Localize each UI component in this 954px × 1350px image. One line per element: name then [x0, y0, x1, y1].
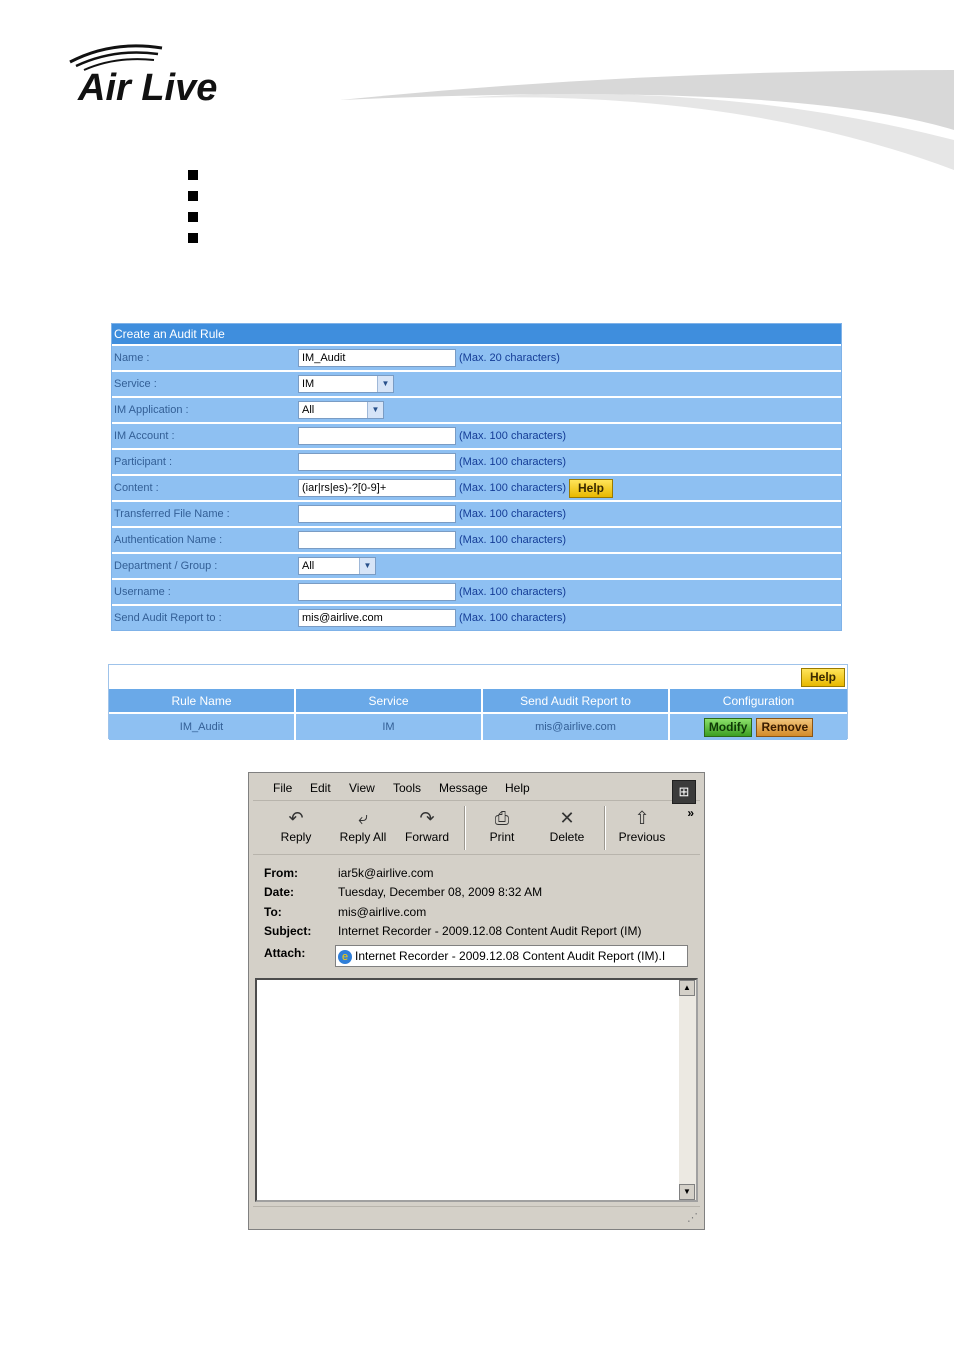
rule-list-panel	[108, 664, 848, 739]
modify-button[interactable]: Modify	[704, 718, 753, 737]
menu-edit[interactable]: Edit	[310, 781, 331, 795]
content-help-button[interactable]: Help	[569, 479, 613, 498]
forward-icon: ↷	[419, 808, 435, 828]
subject-row: Subject: Internet Recorder - 2009.12.08 Content Audit Report (IM)	[264, 924, 642, 938]
previous-icon: ⇧	[634, 808, 650, 828]
username-hint: (Max. 100 characters)	[459, 586, 566, 598]
attachment-field[interactable]	[335, 945, 688, 967]
menu-view[interactable]: View	[349, 781, 375, 795]
bullet-list	[188, 170, 198, 254]
row-service: IM	[295, 713, 482, 740]
im-account-label: IM Account :	[112, 424, 294, 450]
send-report-hint: (Max. 100 characters)	[459, 612, 566, 624]
reply-all-button[interactable]: ⤶ Reply All	[333, 806, 393, 844]
username-label: Username :	[112, 580, 294, 606]
chevron-down-icon: ▼	[377, 376, 393, 392]
table-row	[109, 713, 847, 740]
rule-list-table	[109, 689, 847, 740]
date-row: Date: Tuesday, December 08, 2009 8:32 AM	[264, 885, 543, 899]
name-hint: (Max. 20 characters)	[459, 352, 560, 364]
vertical-scrollbar[interactable]	[679, 980, 696, 1200]
from-row: From: iar5k@airlive.com	[264, 866, 434, 880]
participant-input[interactable]	[298, 453, 456, 471]
scroll-down-icon[interactable]: ▼	[679, 1184, 695, 1200]
print-button[interactable]: ⎙ Print	[477, 806, 527, 844]
username-input[interactable]	[298, 583, 456, 601]
delete-button[interactable]: ✕ Delete	[541, 806, 593, 844]
reply-all-icon: ⤶	[357, 808, 369, 828]
im-account-hint: (Max. 100 characters)	[459, 430, 566, 442]
transferred-file-hint: (Max. 100 characters)	[459, 508, 566, 520]
row-configuration	[669, 713, 847, 740]
list-help-button[interactable]: Help	[801, 668, 845, 687]
delete-icon: ✕	[559, 808, 575, 828]
mail-window	[248, 772, 705, 1230]
ie-document-icon: e	[338, 950, 352, 964]
windows-flag-icon: ⊞	[672, 780, 696, 804]
chevron-down-icon: ▼	[367, 402, 383, 418]
reply-button[interactable]: ↶ Reply	[271, 806, 321, 844]
remove-button[interactable]: Remove	[756, 718, 813, 737]
date-value: Tuesday, December 08, 2009 8:32 AM	[338, 885, 543, 899]
resize-grip-icon[interactable]: ⋰	[687, 1212, 698, 1224]
message-body[interactable]	[255, 978, 698, 1202]
audit-rule-form	[111, 323, 842, 631]
attachment-name: Internet Recorder - 2009.12.08 Content Audit Report (IM).I	[355, 949, 666, 963]
attach-row: Attach:	[264, 946, 306, 960]
name-input[interactable]: IM_Audit	[298, 349, 456, 367]
status-bar	[253, 1206, 700, 1226]
toolbar-more-icon[interactable]: »	[687, 806, 694, 820]
menu-help[interactable]: Help	[505, 781, 530, 795]
col-service: Service	[295, 689, 482, 713]
im-application-label: IM Application :	[112, 398, 294, 424]
transferred-file-input[interactable]	[298, 505, 456, 523]
scroll-up-icon[interactable]: ▲	[679, 980, 695, 996]
forward-button[interactable]: ↷ Forward	[399, 806, 455, 844]
chevron-down-icon: ▼	[359, 558, 375, 574]
menu-file[interactable]: File	[273, 781, 293, 795]
airlive-logo	[62, 40, 292, 110]
transferred-file-label: Transferred File Name :	[112, 502, 294, 528]
menu-message[interactable]: Message	[439, 781, 488, 795]
col-send-report: Send Audit Report to	[482, 689, 669, 713]
menu-tools[interactable]: Tools	[393, 781, 422, 795]
reply-icon: ↶	[288, 808, 304, 828]
previous-button[interactable]: ⇧ Previous	[613, 806, 671, 844]
im-application-select[interactable]: All ▼	[298, 401, 384, 419]
name-label: Name :	[112, 346, 294, 372]
header-swoosh	[340, 60, 954, 180]
participant-label: Participant :	[112, 450, 294, 476]
menu-bar	[253, 776, 700, 801]
print-icon: ⎙	[494, 808, 510, 828]
authentication-name-input[interactable]	[298, 531, 456, 549]
to-row: To: mis@airlive.com	[264, 905, 427, 919]
content-hint: (Max. 100 characters)	[459, 482, 566, 494]
row-rule-name: IM_Audit	[109, 713, 295, 740]
mail-toolbar	[253, 804, 700, 855]
col-configuration: Configuration	[669, 689, 847, 713]
authentication-name-label: Authentication Name :	[112, 528, 294, 554]
send-report-label: Send Audit Report to :	[112, 606, 294, 630]
content-label: Content :	[112, 476, 294, 502]
subject-value: Internet Recorder - 2009.12.08 Content Audit Report (IM)	[338, 924, 642, 938]
to-value: mis@airlive.com	[338, 905, 427, 919]
department-group-select[interactable]: All ▼	[298, 557, 376, 575]
service-select[interactable]: IM ▼	[298, 375, 394, 393]
authentication-name-hint: (Max. 100 characters)	[459, 534, 566, 546]
send-report-input[interactable]: mis@airlive.com	[298, 609, 456, 627]
from-value: iar5k@airlive.com	[338, 866, 434, 880]
content-input[interactable]: (iar|rs|es)-?[0-9]+	[298, 479, 456, 497]
row-report-to: mis@airlive.com	[482, 713, 669, 740]
col-rule-name: Rule Name	[109, 689, 295, 713]
participant-hint: (Max. 100 characters)	[459, 456, 566, 468]
form-title: Create an Audit Rule	[112, 324, 841, 346]
department-group-label: Department / Group :	[112, 554, 294, 580]
service-label: Service :	[112, 372, 294, 398]
logo-text: Air Live	[78, 67, 218, 109]
im-account-input[interactable]	[298, 427, 456, 445]
